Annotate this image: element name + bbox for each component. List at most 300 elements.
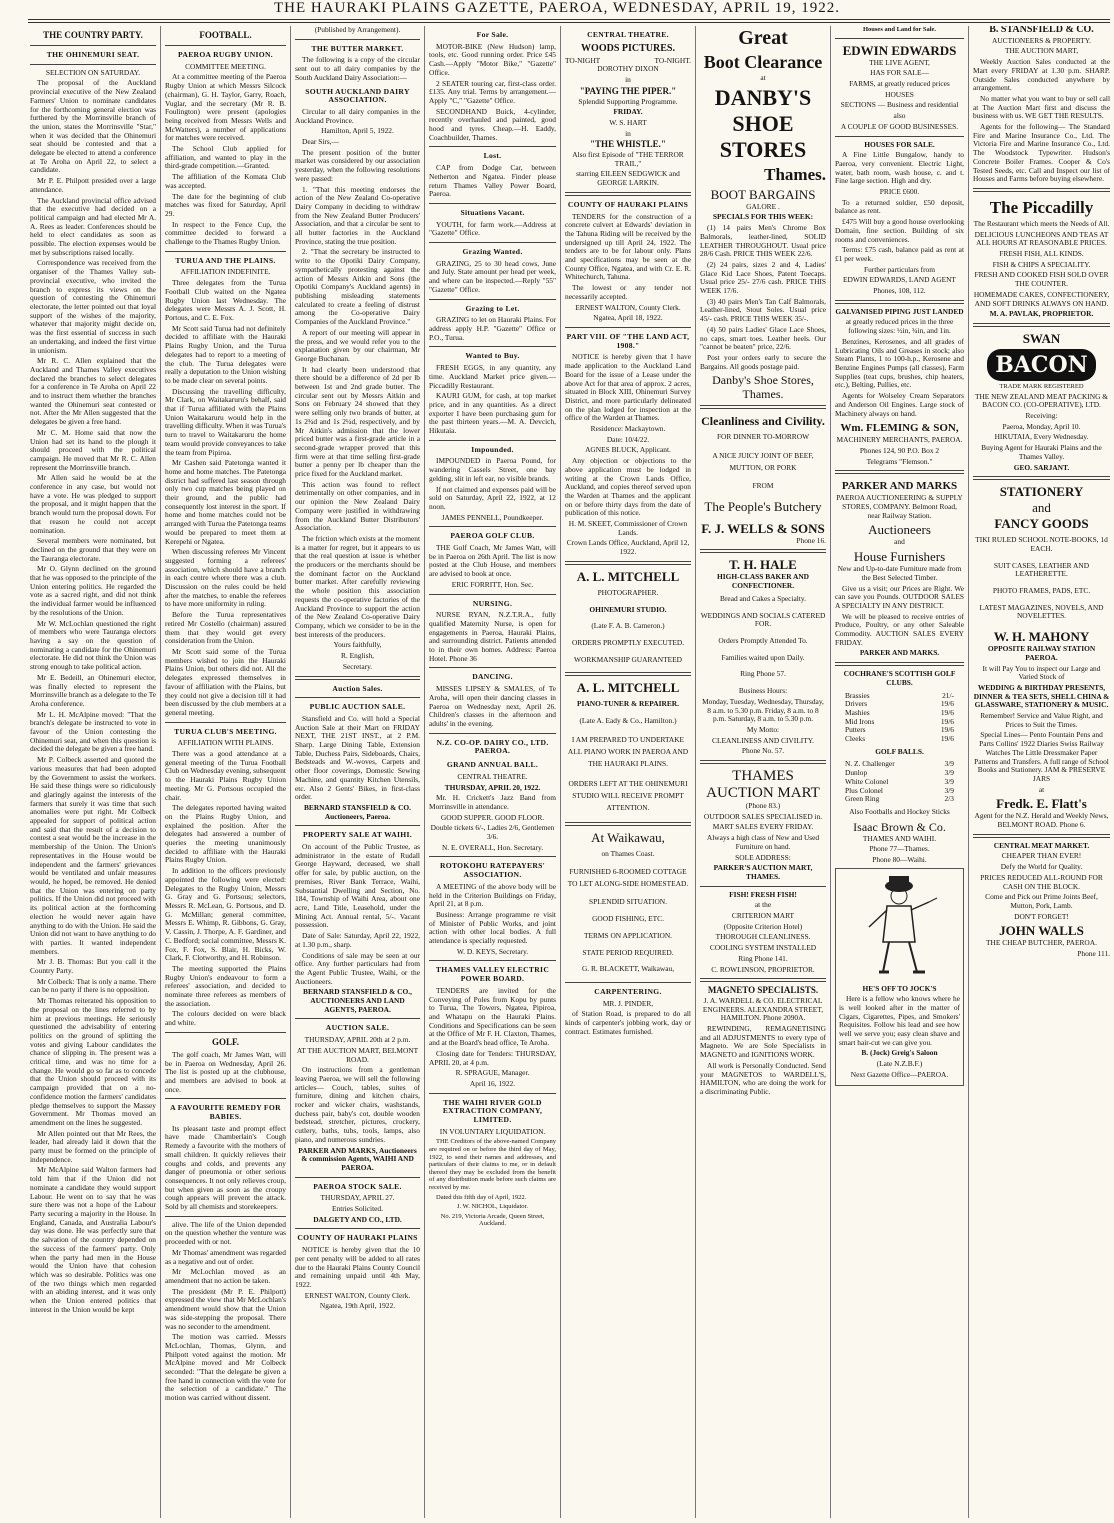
ad-text: TENDERS for the construction of a concrete culvert at Edwards' deviation in the Tahuna Riding will be received by the undersigned up till April 24, 1922. The tenders are to be for labour only. Plans and specifications may be seen at the County Office, Ngatea, and with Cr. E. R. Whitechurch, Tahuna. <box>565 211 691 282</box>
butchery-ad <box>700 433 826 490</box>
ad-heading: N.Z. CO-OP. DAIRY CO., LTD. PAEROA. <box>436 737 549 756</box>
ad-text: PIANO-TUNER & REPAIRER. <box>577 699 679 709</box>
ad-heading: HOUSES FOR SALE. <box>864 139 935 149</box>
article-paragraph: The present position of the butter market was considered by our association yesterday, when the following resolutions were passed: <box>295 147 420 183</box>
ad-text: THE AUCTION MART, <box>1004 46 1079 56</box>
ad-text: Phone 77—Thames. <box>869 844 930 854</box>
article-paragraph: The friction which exists at the moment is a matter for regret, but it appears to us that the real question at issue is whether the producers or the merchants should be the dominant factor on the Auckland butter market. After carefully reviewing the whole position this association requests the co-operative factories of the Auckland Province to support the action of the New Zealand Co-operative Dairy Company, which we consider to be in the best interests of the producers. <box>295 533 420 639</box>
article-paragraph: The colours decided on were black and white. <box>165 1009 286 1028</box>
ad-text: (Phone 83.) <box>745 801 781 811</box>
ad-text: Further particulars from <box>863 264 935 274</box>
article-title: GOLF. <box>212 1036 239 1047</box>
divider <box>295 1228 420 1229</box>
column-football <box>165 26 286 1519</box>
price-item-name: Plus Colonel <box>845 785 883 795</box>
article-paragraph: Mr C. M. Home said that now the Union had set its hand to the plough it should proceed with the political campaign. He moved that Mr R. C. Allen represent the Morrinsville branch. <box>30 427 156 472</box>
article-paragraph: This action was found to reflect detrimentally on other companies, and in our opinion the New Zealand Dairy Company were justified in withdrawing from the Auckland Butter Distributors' Association. <box>295 479 420 533</box>
divider <box>429 594 556 595</box>
ad-text: THOROUGH CLEANLINESS. <box>715 932 811 942</box>
ad-firm: BERNARD STANSFIELD & CO. Auctioneers, Paeroa. <box>303 802 412 821</box>
divider <box>429 440 556 441</box>
ad-text: PARKER'S AUCTION MART, THAMES. <box>713 863 813 881</box>
price-row <box>845 735 954 744</box>
divider <box>295 1177 420 1178</box>
column-rule <box>290 26 291 1518</box>
ad-headline: B. STANSFIELD & CO. <box>989 26 1094 35</box>
ad-text: Any objection or objections to the above application must be lodged in writing at the Crown Lands Office, Auckland, and copies thereof served upon the Warden at Thames and the applicant on or before thirty days from the date of publication of this notice. <box>565 456 691 518</box>
ad-text: Ring Phone 57. <box>740 669 786 679</box>
article-paragraph: 1. "That this meeting endorses the action of the New Zealand Co-operative Dairy Company in deciding to withdraw from the New Zealand Butter Producers' Association, and that a circular be sent to all butter factories in the Auckland Province, stating the true position. <box>295 184 420 246</box>
price-item-name: Green Ring <box>845 794 880 804</box>
ad-text: TENDERS are invited for the Conveying of Poles from Kopu by punts to Turua, The Towers, Ngatea, Pipiroa, and Whatapu on the Hauraki Plains. Conditions and Specifications can be seen at the Office of Mr F. H. Claxton, Thames, and at the Board's head office, Te Aroha. <box>429 985 556 1048</box>
tonight-label: TO-NIGHT. <box>654 55 691 65</box>
price-item-price: 3/9 <box>944 768 954 778</box>
ad-text: THE CHEAP BUTCHER, PAEROA. <box>986 938 1097 948</box>
film-star: W. S. HART <box>609 117 647 127</box>
ad-text: MR. J. PINDER, <box>602 998 654 1008</box>
ad-heading: PAEROA STOCK SALE. <box>313 1181 402 1191</box>
ad-heading: PART VIII. OF "THE LAND ACT, 1908." <box>566 331 690 350</box>
ad-text: AUCTIONEERS & PROPERTY. <box>992 35 1091 45</box>
ad-headline: T. H. HALE <box>729 557 797 573</box>
ad-headline: W. H. MAHONY <box>993 629 1090 645</box>
signature: Secretary. <box>342 661 373 671</box>
ad-text: Benzines, Kerosenes, and all grades of Lubricating Oils and Greases in stock; also Steam Plants, 1 to 100-h.p., Kerosene and Benzine Engines Pumps (all classes), Farm Supplies (teat cups, brushes, chip heaters, etc.), Belting, Pullies, etc. <box>835 336 964 390</box>
price-item-name: Cleeks <box>845 734 866 744</box>
ad-text: Splendid Supporting Programme. <box>578 96 678 106</box>
ad-headline: Boot Clearance <box>703 52 823 72</box>
divider <box>429 856 556 857</box>
ad-text: at <box>760 73 766 82</box>
ad-text: also <box>893 111 906 121</box>
ad-text: Phone 80—Waihi. <box>872 855 927 865</box>
divider <box>429 667 556 668</box>
ad-text: Always a high class of New and Used Furniture on hand. <box>706 833 820 851</box>
ad-text: Defy the World for Quality. <box>1000 862 1083 872</box>
price-item-name: Putters <box>845 725 866 735</box>
divider <box>429 242 556 243</box>
divider <box>700 886 826 887</box>
ad-text: PRICES REDUCED ALL-ROUND FOR CASH ON THE BLOCK. <box>980 872 1103 891</box>
signature: W. D. KEYS, Secretary. <box>456 946 529 956</box>
film-star: DOROTHY DIXON <box>597 64 659 74</box>
section-heading: Situations Vacant. <box>460 207 525 217</box>
ad-text: (2) 24 pairs, sizes 2 and 4, Ladies' Glace Kid Lace Shoes, Patent Toecaps. Usual price 25/- 27/6 cash. PRICE THIS WEEK 17/6. <box>700 259 826 296</box>
article-subtitle: SOUTH AUCKLAND DAIRY ASSOCIATION. <box>305 86 410 105</box>
price-item-name: Brassies <box>845 690 870 700</box>
ad-text: (Opposite Criterion Hotel) <box>723 921 803 931</box>
divider <box>835 470 964 474</box>
classified-ad: GRAZING, 25 to 30 head cows, June and July. State amount per head per week, and where can be inspected.—Reply "55" "Gazette" Office. <box>429 258 556 294</box>
ad-text: MART SALES EVERY FRIDAY. <box>712 822 814 832</box>
ad-text: WEDDINGS AND SOCIALS CATERED FOR. <box>700 610 826 629</box>
cottage-ad <box>565 850 691 974</box>
column-classifieds <box>429 26 556 1519</box>
ad-text: FISH! FRESH FISH! <box>729 889 797 899</box>
article-subtitle: TURUA CLUB'S MEETING. <box>174 726 277 736</box>
ad-text: Come and Pick out Prime Joints Beef, Mutton, Pork, Lamb. <box>985 892 1098 910</box>
article-paragraph: Mr P. Colbeck asserted and quoted the various measures that had been adopted by the Government to assist the workers. He said these things were so ridiculously and glaringly against the interests of the farmers that surely it was time that such anomalies were put right. Mr Colbeck appealed for support of political action and said that the result of a decision to contest a seat would be the increase in the membership of the Union. The Union's representatives in the House would be independent and the farmers' grievances would be ventilated and unfair measures would, he hoped, be removed. He denied that the Union was entering on party politics. If the Union did not proceed with its political action at the forthcoming election he would never again have anything to do with the Union. He said the Union did not want to have anything to do with parties. It wanted independent members. <box>30 755 156 956</box>
signature: N. E. OVERALL, Hon. Secretary. <box>441 842 544 852</box>
ad-text: of Station Road, is prepared to do all kinds of carpenter's jobbing work, day or contract. Estimates furnished. <box>565 1009 691 1036</box>
ad-text: PHOTOGRAPHER. <box>597 587 659 597</box>
ad-text: HOUSES <box>885 89 914 99</box>
ad-text: Monday, Tuesday, Wednesday, Thursday, 8 a.m. to 5.30 p.m. Friday, 8 a.m. to 8 p.m. Saturday, 8 a.m. to 5.30 p.m. <box>702 696 824 724</box>
ad-heading: GALVANISED PIPING JUST LANDED <box>835 306 964 316</box>
signature: R. SPRAGUE, Manager. <box>455 1068 530 1078</box>
article-paragraph: The Auckland provincial office advised that the executive had decided on a political campaign and had elected Mr A. A. Rees as leader. Conferences should be held to elect candidates as soon as possible. The election expenses would be met by subscriptions raised locally. <box>30 195 156 257</box>
ad-text: (Late A. Eady & Co., Hamilton.) <box>579 716 677 726</box>
ad-text: CLEANLINESS AND CIVILITY. <box>712 735 814 745</box>
ad-text: on Thames Coast. <box>601 848 655 858</box>
ad-text: Date of Sale: Saturday, April 22, 1922, at 1.30 p.m., sharp. <box>295 931 420 949</box>
signature: R. English, <box>340 651 375 661</box>
article-kicker: AFFILIATION WITH PLAINS. <box>177 738 274 748</box>
price-item-price: 21/- <box>942 690 954 700</box>
column-butter-market <box>295 26 420 1519</box>
smoker-figure-illustration <box>839 872 960 982</box>
ad-text: FARMS, at greatly reduced prices <box>849 79 950 88</box>
ad-text: Receiving: <box>1025 410 1058 420</box>
ad-heading: CARPENTERING. <box>594 987 662 996</box>
article-kicker: COMMITTEE MEETING. <box>185 61 266 71</box>
article-paragraph: Mr Scott said Turua had not definitely decided to affiliate with the Hauraki Plains Rugby Union, and the Turua delegates had to report to a meeting of the club. The Turua delegates were really a deputation to the Union wishing to be made clear on several points. <box>165 323 286 385</box>
signature: AGNES BLUCK, Applicant. <box>585 445 671 455</box>
signature: Yours faithfully, <box>333 640 382 650</box>
byline: (Published by Arrangement). <box>314 26 401 34</box>
ad-title: A. L. MITCHELL <box>576 680 680 696</box>
divider <box>973 834 1110 838</box>
divider <box>973 476 1110 480</box>
ad-text: OUTDOOR SALES SPECIALISED in. <box>703 811 823 821</box>
bacon-logo-text: BACON <box>987 349 1095 381</box>
ad-heading: COUNTY OF HAURAKI PLAINS <box>567 199 689 209</box>
article-paragraph: Mr E. Bedeill, an Ohinemuri elector, was finally elected to represent the Morrinsville branch as a delegate to the Te Aroha conference. <box>30 672 156 708</box>
ad-text: A MEETING of the above body will be held in the Criterion Buildings on Friday, April 21, at 8 p.m. <box>429 881 556 909</box>
ad-text: FROM <box>752 481 774 491</box>
article-subtitle: THE OHINEMURI SEAT. <box>46 50 140 59</box>
ad-text: GEO. SARJANT. <box>1013 462 1070 472</box>
ad-text: GOOD FISHING, ETC. <box>592 914 664 924</box>
divider <box>429 1093 556 1094</box>
article-paragraph: The School Club applied for affiliation, and wanted to play in the third-grade competition.—Granted. <box>165 144 286 171</box>
price-item-price: 19/6 <box>940 716 954 726</box>
section-heading: For Sale. <box>476 30 509 39</box>
ad-headline: JOHN WALLS <box>999 923 1084 939</box>
ad-subheadline: BOOT BARGAINS <box>710 186 816 202</box>
ad-text: THURSDAY, APRIL 20, 1922. <box>444 782 541 792</box>
article-paragraph: Mr McAlpine said Walton farmers had told him that if the Union did not nominate a candidate they would support Labour. He went on to say that he was sure there was not a hope of the Labour Party securing a majority in the House. In England, Canada, and Australia Labour's day was done. He was perfectly sure that the salvation of the country depended on the success of the farmers' party. Only when the party had men in the House would the Union have that cohesion which was so desirable. Politics was one of the two things which men regarded with an abiding interest, and it was only when the Union entered politics that interest in the Union would be kept <box>30 1165 156 1314</box>
ad-text: Here is a fellow who knows where he is well looked after in the matter of Cigars, Cigarettes, Pipes, and Smokers' Requisites. Follow his lead and see how well we serve you; easy clean shave and smart hair-cut we can give you. <box>839 994 960 1047</box>
ad-headline: Great <box>738 27 788 49</box>
film-title: "PAYING THE PIPER." <box>579 85 677 96</box>
ad-text: Also first Episode of "THE TERROR TRAIL," <box>572 150 684 168</box>
article-paragraph: Mr Allen said he would be at the conference in any case, but would not have a vote. He was pledged to support the proposal, and it might happen that the branch would turn the proposal down. For that reason he could not accept nomination. <box>30 473 156 535</box>
article-paragraph: Its pleasant taste and prompt effect have made Chamberlain's Cough Remedy a favourite with the mothers of small children. It quickly relieves their coughs and colds, and prevents any danger of pneumonia or other serious consequences. It not only relieves croup, but when given as soon as the croupy cough appears will prevent the attack. Sold by all chemists and storekeepers. <box>165 1123 286 1212</box>
article-paragraph: The following is a copy of the circular sent out to all dairy companies by the South Auckland Dairy Association:— <box>295 55 420 82</box>
divider <box>835 38 964 39</box>
section-heading: NURSING. <box>472 598 513 608</box>
signature: ERNEST WALTON, County Clerk. <box>575 302 681 312</box>
ad-text: (3) 40 pairs Men's Tan Calf Balmorals, Leather-lined, Stout Soles. Usual price 45/- cash. PRICE THIS WEEK 35/-. <box>700 296 826 324</box>
ad-heading: PAEROA GOLF CLUB. <box>450 531 535 541</box>
classified-ad: FRESH EGGS, in any quantity, any time. Auckland Market price given.—Piccadilly Restaurant. <box>429 363 556 390</box>
ad-text: TRADE MARK REGISTERED <box>999 382 1084 390</box>
classified-ad: YOUTH, for farm work.—Address at "Gazette" Office. <box>429 219 556 238</box>
price-item-name: Dunlop <box>845 768 868 778</box>
ad-headline: F. J. WELLS & SONS <box>701 520 825 536</box>
ad-text: On account of the Public Trustee, as administrator in the estate of Rudall George Hayward, deceased, we shall offer for sale, by public auction, on the premises, River Bank Terrace, Waihi, Substantial Dwelling and Section, No. 184, Township of Waihi Area, about one acre, Land Title, Leasehold, under the Mining Act. Annual rental, 5/-. Vacant possession. <box>295 842 420 930</box>
ad-text: FRESH FISH, ALL KINDS. <box>999 249 1084 259</box>
golf-clubs-list <box>845 692 954 744</box>
ad-text: FISH & CHIPS A SPECIALITY. <box>992 259 1091 269</box>
ad-headline: PARKER AND MARKS <box>841 480 958 493</box>
ad-text: TERMS ON APPLICATION. <box>583 930 673 940</box>
article-paragraph: It had clearly been understood that there should be a difference of 2d per lb between 1st and 2nd grade butter. The circular sent out by Messrs Aitkin and Sons on February 24 showed that they were selling only two brands of butter, at 1s 2¾d and 1s 2¼d, respectively, and by Mr Aitkin's admission that the lower priced butter was a first-grade article in a second-grade wrapper proved that this firm were at that time selling first-grade butter a penny per lb cheaper than the price fixed for the Auckland market. <box>295 364 420 479</box>
ad-headline: Auctioneers <box>868 522 931 538</box>
ad-firm: PARKER AND MARKS, Auctioneers & commission Agents, WAIHI AND PAEROA. <box>298 1145 417 1172</box>
ad-headline: SHOE <box>732 110 794 136</box>
ad-text: Business Hours: <box>738 686 788 696</box>
section-heading: Houses and Land for Sale. <box>862 26 937 33</box>
barber-ad <box>835 868 964 1086</box>
article-paragraph: A report of our meeting will appear in the press, and we would refer you to the explanation given by our chairman, Mr George Buchanan. <box>295 327 420 363</box>
price-item-name: Drivers <box>845 699 868 709</box>
article-subtitle: TURUA AND THE PLAINS. <box>175 255 276 265</box>
ad-heading: CENTRAL MEAT MARKET. <box>993 840 1090 850</box>
ad-text: starring EILEEN SEDGWICK and GEORGE LARKIN. <box>576 169 680 188</box>
ad-text: THE LIVE AGENT, <box>869 57 930 67</box>
divider <box>565 672 691 676</box>
divider <box>165 45 286 46</box>
divider <box>700 549 826 553</box>
ad-heading: AUCTION SALE. <box>325 1023 390 1033</box>
ad-headline: and <box>1032 500 1051 516</box>
classified-ad: MOTOR-BIKE (New Hudson) lamp, tools, etc. Good running order. Price £45 Cash.—Apply "Motor Bike," "Gazette" Office. <box>429 41 556 77</box>
article-paragraph: Mr P. E. Philpott presided over a large attendance. <box>30 176 156 194</box>
ad-text: J. A. WARDELL & CO. ELECTRICAL ENGINEERS. ALEXANDRA STREET, HAMILTON. Phone 2090A. <box>702 995 824 1023</box>
divider <box>835 136 964 137</box>
divider <box>295 676 420 680</box>
article-paragraph: Several members were nominated, but declined on the ground that they were on the Tauranga electorate. <box>30 536 156 563</box>
price-item-price: 19/6 <box>940 734 954 744</box>
divider <box>565 327 691 328</box>
article-paragraph: Mr Scott said some of the Turua members wished to join the Hauraki Plains Union, but others did not. All the delegates expressed themselves in favour of affiliation with the Plains, but they could not give a decision till it had been discussed by the club members at a general meeting. <box>165 647 286 717</box>
ad-text: Mr. H. Crickett's Jazz Band from Morrinsville in attendance. <box>429 793 556 811</box>
ad-text: Ring Phone 141. <box>738 953 788 963</box>
ad-text: Conditions of sale may be seen at our office. Any further particulars had from the Agent Public Trustee, Waihi, or the Auctioneers. <box>295 950 420 986</box>
ad-heading: PUBLIC AUCTION SALE. <box>309 702 406 712</box>
column-country-party <box>30 26 156 1519</box>
classified-ad: 2 SEATER touring car, first-class order. £135. Any trial. Terms by arrangement.—Apply "C," "Gazette" Office. <box>429 78 556 105</box>
salutation: Dear Sirs,— <box>302 137 339 147</box>
ad-text: Also Footballs and Hockey Sticks <box>849 807 950 816</box>
ad-heading: GOLF BALLS. <box>875 746 924 756</box>
masthead: THE HAURAKI PLAINS GAZETTE, PAEROA, WEDNESDAY, APRIL 19, 1922. <box>273 0 841 16</box>
ad-text: THURSDAY, APRIL 27. <box>320 1193 395 1203</box>
bakery-ad <box>700 595 826 679</box>
ad-headline: AUCTION MART <box>706 785 820 802</box>
section-heading: Auction Sales. <box>332 683 383 693</box>
ad-headline: STATIONERY <box>999 484 1084 500</box>
ad-text: OHINEMURI STUDIO. <box>589 604 667 614</box>
article-paragraph: Before the Turua representatives retired Mr Costello (chairman) assured them that they would get every consideration from the Union. <box>165 610 286 646</box>
divider <box>700 405 826 409</box>
ad-title: A. L. MITCHELL <box>576 568 680 584</box>
article-paragraph: alive. The life of the Union depended on the question whether the venture was proceeded with or not. <box>165 1219 286 1247</box>
ad-text: Orders Promptly Attended To. <box>718 635 808 645</box>
ad-text: I AM PREPARED TO UNDERTAKE ALL PIANO WORK IN PAEROA AND THE HAURAKI PLAINS. <box>567 734 689 768</box>
ad-text: New and Up-to-date Furniture made from the Best Selected Timber. <box>837 564 962 582</box>
article-paragraph: The meeting supported the Plains Rugby Union's endeavour to form a referees' association, and decided to nominate three referees as members of the association. <box>165 963 286 1008</box>
divider <box>165 251 286 252</box>
divider <box>429 146 556 147</box>
ad-text: PRICE £600. <box>879 187 920 197</box>
ad-text: DELICIOUS LUNCHEONS AND TEAS AT ALL HOURS AT REASONABLE PRICES. <box>974 229 1109 248</box>
column-land-agents <box>835 26 964 1519</box>
article-paragraph: Three delegates from the Turua Football Club waited on the Ngatea Rugby Union last Wednesday. The delegates were Messrs A. J. Scott, H. Portous, and C. E. Fox. <box>165 278 286 322</box>
ad-text: AT THE AUCTION MART, BELMONT ROAD. <box>296 1045 419 1064</box>
price-item-name: N. Z. Challenger <box>845 759 895 769</box>
divider <box>429 733 556 734</box>
ad-heading: COUNTY OF HAURAKI PLAINS <box>297 1233 418 1243</box>
column-merchants <box>973 26 1110 1519</box>
divider <box>700 760 826 764</box>
masthead-rule <box>28 19 1110 20</box>
price-item-name: White Colonel <box>845 776 889 786</box>
signature: J. W. NICHOL, Liquidator. <box>457 1203 528 1211</box>
article-paragraph: The president (Mr P. E. Philpott) expressed the view that Mr McLochlan's amendment would show that the Union was side-stepping the proposal. There was no seconder to the amendment. <box>165 1286 286 1331</box>
price-item-price: 3/9 <box>944 785 954 795</box>
divider <box>295 39 420 40</box>
classified-ad: CAP from Dodge Car, between Netherton and Ngatea. Finder please return Thames Valley Power Board, Paeroa. <box>429 163 556 199</box>
ad-text: COOLING SYSTEM INSTALLED <box>709 943 817 953</box>
ad-text: EDWIN EDWARDS, LAND AGENT <box>843 275 956 285</box>
ad-text: My Motto: <box>746 724 780 734</box>
ad-text: All work is Personally Conducted. Send your MAGNETOS to WARDELL'S, HAMILTON, who are doing the work for a discriminating Public. <box>700 1060 826 1096</box>
ad-text: Entries Solicited. <box>332 1204 383 1214</box>
ad-heading: WOODS PICTURES. <box>581 42 675 54</box>
ad-headline: Wm. FLEMING & SON, <box>840 422 959 435</box>
ad-text: PHOTO FRAMES, PADS, ETC. <box>992 586 1091 596</box>
ad-heading: COCHRANE'S SCOTTISH GOLF CLUBS. <box>843 669 956 687</box>
ad-text: Buying Agent for Hauraki Plains and the Thames Valley. <box>981 443 1102 461</box>
ad-text: Residence: Mackaytown. <box>590 424 666 434</box>
divider <box>30 64 156 65</box>
article-paragraph: The golf coach, Mr James Watt, will be in Paeroa on Wednesday, April 26. The list is posted up at the clubhouse, and members are advised to book at once. <box>165 1049 286 1094</box>
divider <box>165 1098 286 1099</box>
divider <box>165 1216 286 1217</box>
dateline: April 16, 1922. <box>469 1078 516 1088</box>
section-heading: Grazing to Let. <box>465 303 520 313</box>
article-kicker: AFFILIATION INDEFINITE. <box>180 267 271 277</box>
article-paragraph: Mr R. C. Allen explained that the Auckland and Thames Valley executives declared the branches to select delegates for a conference in Te Aroha on April 22 and to instruct them whether the branches wanted the Ohinemuri seat contested or not. After the Mr Allen suggested that the delegates be given a free hand. <box>30 356 156 427</box>
ad-text: and <box>894 537 905 547</box>
ad-text: HIGH-CLASS BAKER AND CONFECTIONER. <box>717 572 809 591</box>
ad-text: SUIT CASES, LEATHER AND LEATHERETTE. <box>993 560 1090 579</box>
ad-heading: ROTOKOHU RATEPAYERS' ASSOCIATION. <box>439 861 546 880</box>
ad-text: GALORE . <box>746 201 780 211</box>
price-item-name: Mid Irons <box>845 716 875 726</box>
ad-text: Phones, 108, 112. <box>873 286 926 296</box>
section-heading: DANCING. <box>472 672 513 682</box>
divider <box>700 978 826 982</box>
ad-text: Agents for the following— The Standard Fire and Marine Insurance Co., Ltd. The Victoria Fire and Marine Insurance Co., Ltd. The Woodstock Typewriter. Hudson's Concrete Boiler Frames. Cooper & Co's Tested Seeds, etc. Call and Inspect our list of Houses and Farms before buying elsewhere. <box>973 122 1110 184</box>
ad-text: IN VOLUNTARY LIQUIDATION. <box>439 1126 546 1136</box>
article-subtitle: PAEROA RUGBY UNION. <box>178 50 273 59</box>
classified-ad: IMPOUNDED in Paeroa Pound, for wandering Cassels Street, one bay gelding, slit in left ear, no visible brands. <box>429 456 556 483</box>
divider <box>429 346 556 347</box>
ad-text: ORDERS LEFT AT THE OHINEMURI STUDIO WILL RECEIVE PROMPT ATTENTION. <box>568 778 688 812</box>
section-heading: Wanted to Buy. <box>465 351 520 361</box>
price-item-price: 19/6 <box>940 699 954 709</box>
price-item-price: 19/6 <box>940 707 954 717</box>
ad-text: CRITERION MART <box>731 911 795 921</box>
ad-text: THAMES AND WAIHI. <box>862 833 937 843</box>
article-paragraph: Mr W. McLochlan questioned the right of members who were Tauranga electors having a say on the question of nominating a candidate for the Ohinemuri electorate. He did not think the Union was strong enough to take political action. <box>30 618 156 672</box>
ad-text: CENTRAL THEATRE. <box>457 771 528 781</box>
divider <box>429 526 556 527</box>
ad-text: HAS FOR SALE— <box>870 68 929 78</box>
film-in: in <box>625 75 631 85</box>
ad-text: Bread and Cakes a Specialty. <box>720 593 806 603</box>
ad-heading: PROPERTY SALE AT WAIHI. <box>303 830 412 840</box>
ad-text: £475 Will buy a good house overlooking Domain, fine section. Building of six rooms and conveniences. <box>835 217 964 244</box>
classified-ad: SECONDHAND Buick, 4-cylinder, recently overhauled and painted, good hood and tyres. Cheap.—H. Eaddy, Coachbuilder, Thames. <box>429 106 556 142</box>
ad-text: STATE PERIOD REQUIRED. <box>582 947 674 957</box>
price-item-price: 3/9 <box>944 759 954 769</box>
signature: H. M. SKEET, Commissioner of Crown Lands. <box>568 519 688 537</box>
ad-text: Telegrams "Flemson." <box>866 456 933 466</box>
ad-heading: GRAND ANNUAL BALL. <box>446 760 539 770</box>
divider <box>565 982 691 983</box>
divider <box>565 561 691 565</box>
ad-text: PARKER AND MARKS. <box>859 648 940 658</box>
ad-text: SOLE ADDRESS: <box>735 852 791 862</box>
ad-headline: STORES <box>719 136 807 162</box>
ad-text: Closing date for Tenders: THURSDAY, APRIL 20, at 4 p.m. <box>429 1048 556 1067</box>
article-paragraph: There was a good attendance at a general meeting of the Turua Football Club on Wednesday evening, subsequent to the Hauraki Plains Rugby Union meeting. Mr G. Portsous occupied the chair. <box>165 749 286 802</box>
ad-headline: FANCY GOODS <box>994 516 1089 532</box>
ad-text: REWINDING, REMAGNETISING and all ADJUSTMENTS to every type of Magneto. We are Sole Specialists in MAGNETO and IGNITIONS WORK. <box>700 1024 826 1060</box>
ad-text: Business: Arrange programme re visit of Minister of Public Works, and joint action with other local bodies. A full attendance is specially requested. <box>429 909 556 946</box>
classified-ad: If not claimed and expenses paid will be sold on Saturday, April 22, 1922, at 12 noon. <box>429 484 556 511</box>
article-paragraph: The proposal of the Auckland provincial executive of the New Zealand Farmers' Union to nominate candidates for the forthcoming general election was furthered by the Morrinsville branch of the union, states the Morrinsville "Star," when it was decided that the Ohinemuri seat should be contested and that a delegate be elected to attend a conference at Te Aroha on April 22, to select a candidate. <box>30 78 156 175</box>
ad-title: At Waikawau, <box>591 829 665 845</box>
address: No. 219, Victoria Arcade, Queen Street, Auckland. <box>440 1212 545 1228</box>
ad-text: (Late F. A. B. Cameron.) <box>591 621 665 631</box>
ad-subheadline: Danby's Shoe Stores, Thames. <box>712 373 814 402</box>
ad-text: PAEROA AUCTIONEERING & SUPPLY STORES, COMPANY. Belmont Road, near Railway Station. <box>836 493 963 520</box>
ad-text: Special Lines— Pento Fountain Pens and Parts Collins' 1922 Diaries Swiss Railway Watches The Little Dressmaker Paper Patterns and Transfers. A full range of School Books and Stationery. JAM & PRESERVE JARS <box>974 730 1109 783</box>
ad-headline: MAGNETO SPECIALISTS. <box>707 985 819 996</box>
ad-text: WORKMANSHIP GUARANTEED <box>574 654 682 664</box>
article-paragraph: Circular to all dairy companies in the Auckland Province. <box>295 106 420 125</box>
divider <box>835 662 964 666</box>
ad-text: Dated this fifth day of April, 1922. <box>436 1193 527 1201</box>
article-paragraph: The date for the beginning of club matches was fixed for Saturday, April 29. <box>165 191 286 218</box>
ad-text: (1) 14 pairs Men's Chrome Box Balmorals, leather-lined, SOLID LEATHER THROUGHOUT. Usual price 28/6 Cash. PRICE THIS WEEK 22/6. <box>700 223 826 259</box>
price-item-price: 3/9 <box>944 776 954 786</box>
ad-text: Remember! Service and Value Right, and Prices to Suit the Times. <box>980 711 1103 729</box>
tonight-label: TO-NIGHT <box>565 55 601 65</box>
ad-text: FOR DINNER TO-MORROW <box>716 432 810 442</box>
price-item-price: 19/6 <box>940 725 954 735</box>
section-heading: Impounded. <box>471 444 514 454</box>
ad-text: at the <box>754 900 772 910</box>
article-paragraph: Mr McLochlan moved as an amendment that no action be taken. <box>165 1267 286 1285</box>
ad-text: Stansfield and Co. will hold a Special Auction Sale at their Mart on FRIDAY NEXT, THE 21ST INST., at 2 P.M. Sharp. Large Dining Table, Extension Table, Duchess Pairs, Sideboards, Chairs, Bedsteads and W.-woves, Carpets and other floor coverings, Domestic Sewing Machine, and quantity Kitchen Utensils, etc. Also 2 Gents' Bikes, in first-class order. <box>295 713 420 802</box>
